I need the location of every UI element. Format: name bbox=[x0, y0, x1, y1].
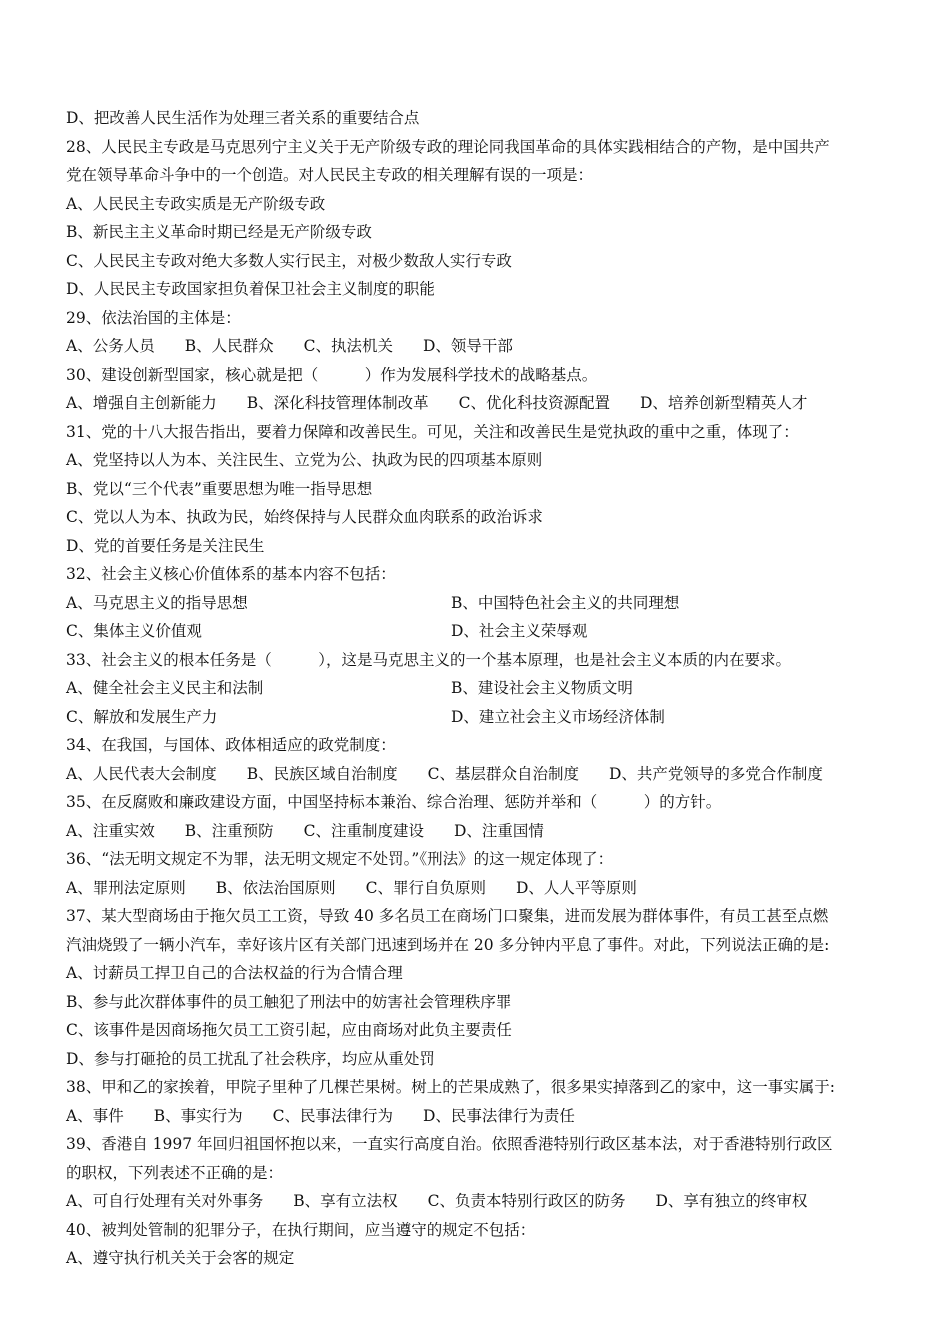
option: D、享有独立的终审权 bbox=[655, 1192, 808, 1210]
text-line: C、党以人为本、执政为民，始终保持与人民群众血肉联系的政治诉求 bbox=[66, 508, 543, 526]
text-line: 36、“法无明文规定不为罪，法无明文规定不处罚。”《刑法》的这一规定体现了： bbox=[66, 850, 614, 868]
option: B、注重预防 bbox=[184, 821, 274, 840]
options-row bbox=[66, 1102, 896, 1131]
option: C、基层群众自治制度 bbox=[427, 764, 579, 783]
text-line: A、遵守执行机关关于会客的规定 bbox=[66, 1249, 295, 1267]
text-line: B、党以“三个代表”重要思想为唯一指导思想 bbox=[66, 479, 373, 498]
options-row bbox=[66, 760, 896, 789]
text-line: D、参与打砸抢的员工扰乱了社会秩序，均应从重处罚 bbox=[66, 1049, 435, 1068]
options-row-two-column bbox=[66, 674, 896, 703]
option: A、罪刑法定原则 bbox=[66, 878, 186, 897]
text-line: 32、社会主义核心价值体系的基本内容不包括： bbox=[66, 565, 396, 583]
option: B、依法治国原则 bbox=[215, 878, 336, 897]
option: A、可自行处理有关对外事务 bbox=[66, 1192, 264, 1210]
option: A、公务人员 bbox=[66, 337, 155, 355]
option: A、健全社会主义民主和法制 bbox=[66, 679, 264, 697]
text-line: B、新民主主义革命时期已经是无产阶级专政 bbox=[66, 223, 372, 241]
text-line: A、人民民主专政实质是无产阶级专政 bbox=[66, 194, 326, 213]
option: A、增强自主创新能力 bbox=[66, 394, 217, 412]
options-row-two-column bbox=[66, 703, 896, 732]
option: C、民事法律行为 bbox=[272, 1106, 393, 1125]
text-line: D、把改善人民生活作为处理三者关系的重要结合点 bbox=[66, 109, 420, 127]
text-line: D、党的首要任务是关注民生 bbox=[66, 536, 265, 555]
option: C、解放和发展生产力 bbox=[66, 707, 218, 726]
options-row-two-column bbox=[66, 589, 896, 618]
text-line: 30、建设创新型国家，核心就是把（ ）作为发展科学技术的战略基点。 bbox=[66, 365, 598, 384]
option: D、领导干部 bbox=[422, 337, 513, 355]
option: C、执法机关 bbox=[303, 337, 393, 355]
option: B、事实行为 bbox=[153, 1106, 243, 1125]
option: B、深化科技管理体制改革 bbox=[246, 394, 429, 412]
option: B、人民群众 bbox=[184, 337, 274, 355]
option: D、人人平等原则 bbox=[515, 878, 637, 897]
text-line: 的职权，下列表述不正确的是： bbox=[66, 1163, 284, 1182]
option: C、注重制度建设 bbox=[303, 821, 424, 840]
option: C、集体主义价值观 bbox=[66, 622, 202, 640]
text-line: 40、被判处管制的犯罪分子，在执行期间，应当遵守的规定不包括： bbox=[66, 1220, 536, 1239]
text-line: 34、在我国，与国体、政体相适应的政党制度： bbox=[66, 736, 396, 754]
option: D、培养创新型精英人才 bbox=[639, 394, 808, 412]
options-row bbox=[66, 817, 896, 846]
options-row bbox=[66, 1187, 896, 1216]
text-line: B、参与此次群体事件的员工触犯了刑法中的妨害社会管理秩序罪 bbox=[66, 992, 512, 1011]
option: D、注重国情 bbox=[453, 821, 544, 840]
option: B、建设社会主义物质文明 bbox=[451, 679, 633, 697]
option: D、社会主义荣辱观 bbox=[451, 622, 588, 640]
option: A、事件 bbox=[66, 1106, 124, 1125]
text-line: 31、党的十八大报告指出，要着力保障和改善民生。可见，关注和改善民生是党执政的重中之重，体现了： bbox=[66, 422, 799, 441]
option: C、优化科技资源配置 bbox=[458, 394, 610, 412]
text-line: C、人民民主专政对绝大多数人实行民主，对极少数敌人实行专政 bbox=[66, 251, 512, 270]
text-line: 35、在反腐败和廉政建设方面，中国坚持标本兼治、综合治理、惩防并举和（ ）的方针。 bbox=[66, 793, 722, 811]
text-line: 39、香港自 1997 年回归祖国怀抱以来，一直实行高度自治。依照香港特别行政区基本法，对于香港特别行政区 bbox=[66, 1135, 833, 1153]
text-line: A、党坚持以人为本、关注民生、立党为公、执政为民的四项基本原则 bbox=[66, 451, 543, 469]
option: B、享有立法权 bbox=[293, 1192, 398, 1210]
option: D、共产党领导的多党合作制度 bbox=[608, 764, 823, 783]
option: A、注重实效 bbox=[66, 821, 155, 840]
option: C、负责本特别行政区的防务 bbox=[427, 1192, 626, 1210]
options-row bbox=[66, 874, 896, 903]
option: D、建立社会主义市场经济体制 bbox=[451, 707, 665, 726]
text-line: 党在领导革命斗争中的一个创造。对人民民主专政的相关理解有误的一项是： bbox=[66, 166, 594, 184]
text-line: 37、某大型商场由于拖欠员工工资，导致 40 多名员工在商场门口聚集，进而发展为群体事件，有员工甚至点燃 bbox=[66, 907, 829, 925]
text-line: 38、甲和乙的家挨着，甲院子里种了几棵芒果树。树上的芒果成熟了，很多果实掉落到乙的家中，这一事实属于: bbox=[66, 1078, 835, 1096]
text-line: C、该事件是因商场拖欠员工工资引起，应由商场对此负主要责任 bbox=[66, 1021, 512, 1039]
text-line: 28、人民民主专政是马克思列宁主义关于无产阶级专政的理论同我国革命的具体实践相结合的产物，是中国共产 bbox=[66, 137, 830, 156]
option: A、马克思主义的指导思想 bbox=[66, 593, 248, 612]
text-line: 汽油烧毁了一辆小汽车，幸好该片区有关部门迅速到场并在 20 多分钟内平息了事件。对此，下列说法正确的是: bbox=[66, 935, 830, 954]
text-line: 29、依法治国的主体是： bbox=[66, 308, 241, 327]
options-row bbox=[66, 332, 896, 361]
option: B、中国特色社会主义的共同理想 bbox=[451, 593, 680, 612]
option: D、民事法律行为责任 bbox=[422, 1106, 575, 1125]
document-body bbox=[66, 104, 896, 1273]
option: C、罪行自负原则 bbox=[365, 878, 486, 897]
option: A、人民代表大会制度 bbox=[66, 764, 217, 783]
options-row bbox=[66, 389, 896, 418]
text-line: 33、社会主义的根本任务是（ ），这是马克思主义的一个基本原理，也是社会主义本质的内在要求。 bbox=[66, 650, 791, 669]
text-line: A、讨薪员工捍卫自己的合法权益的行为合情合理 bbox=[66, 964, 403, 982]
text-line: D、人民民主专政国家担负着保卫社会主义制度的职能 bbox=[66, 280, 435, 298]
options-row-two-column bbox=[66, 617, 896, 646]
option: B、民族区域自治制度 bbox=[246, 764, 398, 783]
